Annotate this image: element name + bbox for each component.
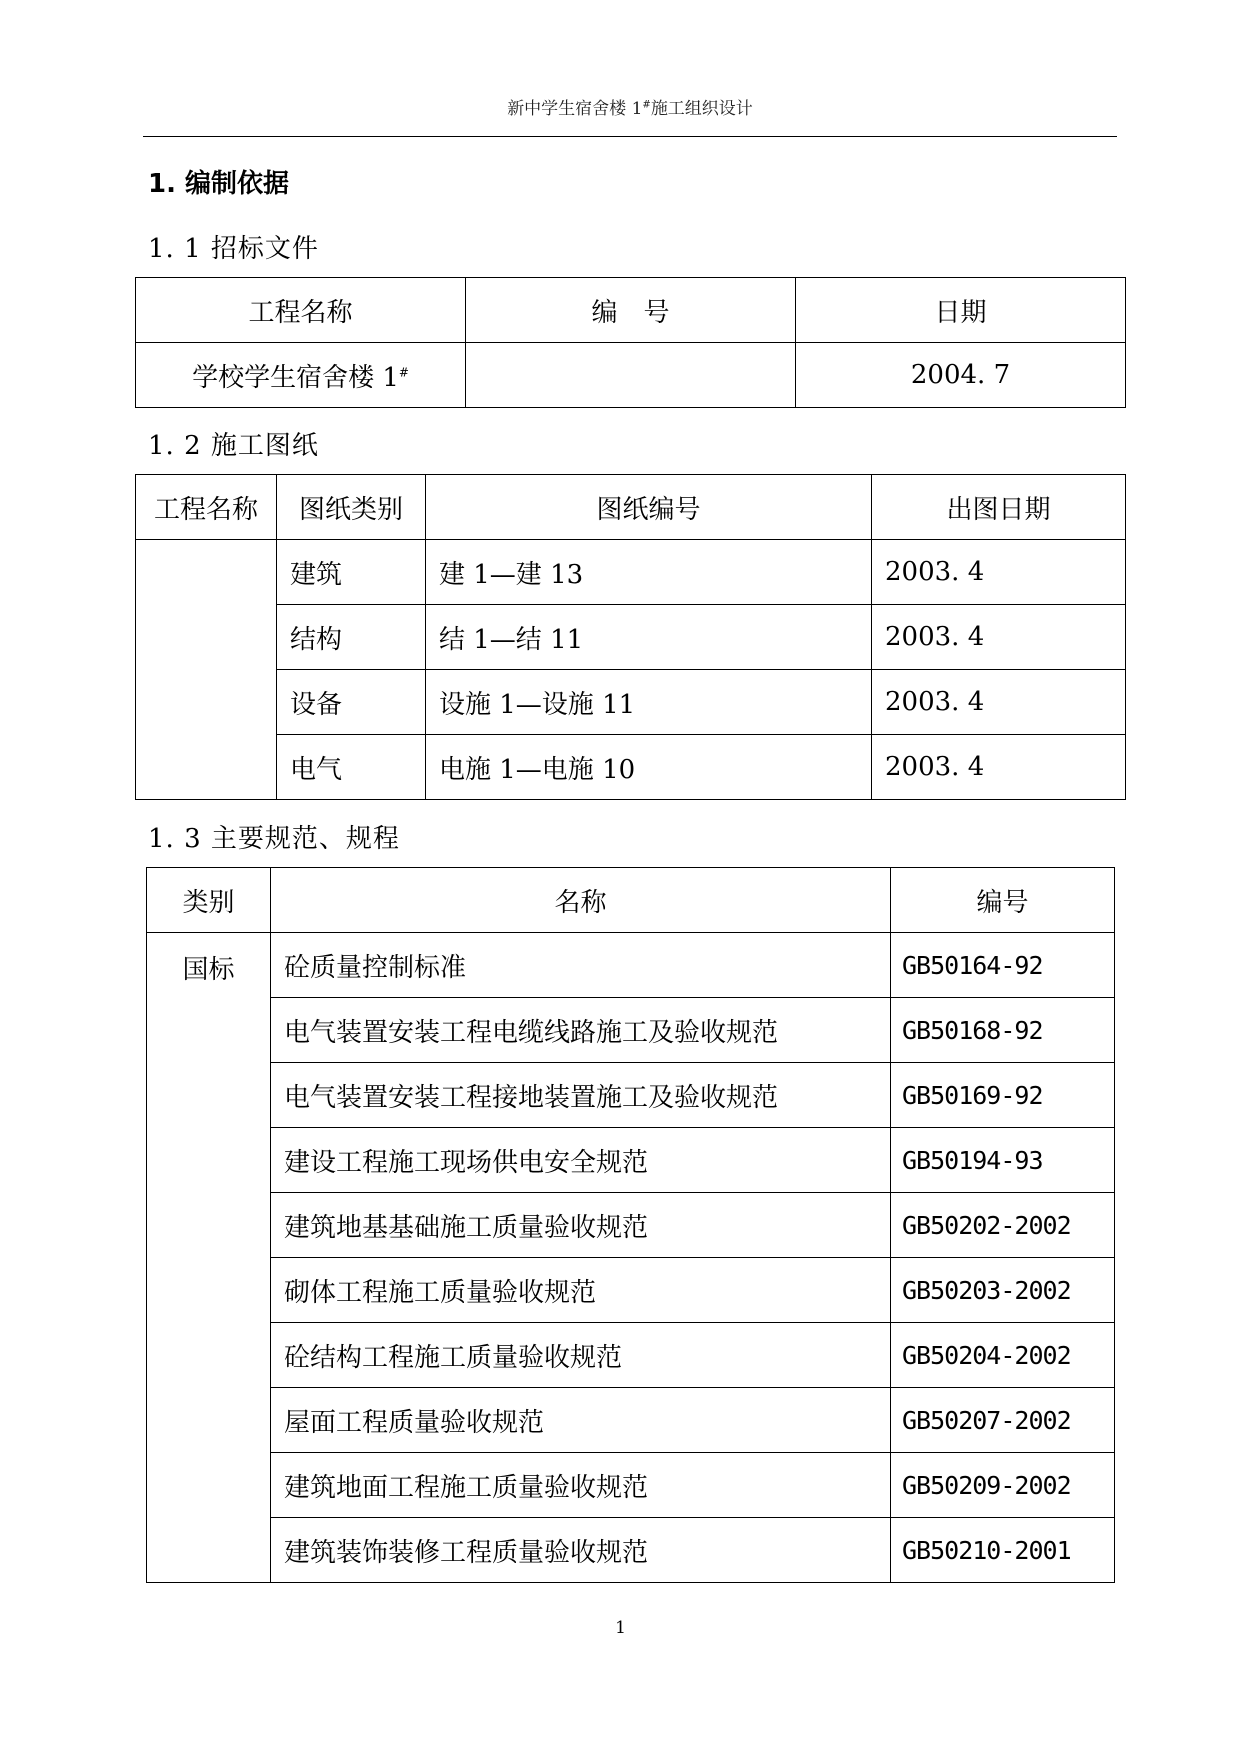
project-number-cell [466,343,796,408]
header-title-sup: # [642,99,651,111]
standard-name-cell: 砼质量控制标准 [271,933,891,998]
drawing-date-cell: 2003. 4 [872,735,1126,800]
section-1-1-title: 1. 1 招标文件 [148,234,319,264]
project-name-cell [136,343,466,408]
standard-code-cell: GB50203-2002 [891,1258,1115,1323]
table-row [147,1258,1115,1323]
drawing-number-cell: 设施 1—设施 11 [426,670,872,735]
drawing-number-cell: 建 1—建 13 [426,540,872,605]
drawing-date-cell: 2003. 4 [872,670,1126,735]
header-title-prefix: 新中学生宿舍楼 1 [507,99,643,119]
table-row [147,998,1115,1063]
table-row [136,605,1126,670]
table-row [147,1518,1115,1583]
table-header-row [136,278,1126,343]
standard-name-cell: 砌体工程施工质量验收规范 [271,1258,891,1323]
standard-code-cell: GB50204-2002 [891,1323,1115,1388]
standard-code-cell: GB50164-92 [891,933,1115,998]
category-cell: 国标 [147,933,271,1583]
table-row [136,670,1126,735]
standard-code-cell: GB50210-2001 [891,1518,1115,1583]
table-row [147,1323,1115,1388]
table-row [147,1193,1115,1258]
section-1-3-title: 1. 3 主要规范、规程 [148,824,400,854]
standard-name-cell: 建筑地基基础施工质量验收规范 [271,1193,891,1258]
header-cell-name: 名称 [271,868,891,933]
project-name-sup: # [398,364,409,379]
header-cell-date: 日期 [796,278,1126,343]
section-1-title: 1. 编制依据 [148,169,290,199]
drawing-category-cell: 建筑 [277,540,426,605]
table-row [147,1388,1115,1453]
standard-code-cell: GB50202-2002 [891,1193,1115,1258]
drawing-date-cell: 2003. 4 [872,605,1126,670]
table-row [147,1128,1115,1193]
header-cell-project-name: 工程名称 [136,278,466,343]
standard-name-cell: 砼结构工程施工质量验收规范 [271,1323,891,1388]
drawing-date-cell: 2003. 4 [872,540,1126,605]
header-cell-issue-date: 出图日期 [872,475,1126,540]
standard-name-cell: 电气装置安装工程电缆线路施工及验收规范 [271,998,891,1063]
standard-name-cell: 建设工程施工现场供电安全规范 [271,1128,891,1193]
drawings-table [135,474,1126,800]
project-name-text: 学校学生宿舍楼 1 [192,362,399,393]
table-row [136,735,1126,800]
header-cell-drawing-number: 图纸编号 [426,475,872,540]
drawing-category-cell: 电气 [277,735,426,800]
header-cell-drawing-category: 图纸类别 [277,475,426,540]
standards-table [146,867,1115,1583]
header-cell-project-name: 工程名称 [136,475,277,540]
standard-name-cell: 建筑装饰装修工程质量验收规范 [271,1518,891,1583]
table-row [147,933,1115,998]
drawing-category-cell: 设备 [277,670,426,735]
section-1-2-title: 1. 2 施工图纸 [148,431,319,461]
standard-code-cell: GB50168-92 [891,998,1115,1063]
standard-name-cell: 建筑地面工程施工质量验收规范 [271,1453,891,1518]
standard-code-cell: GB50194-93 [891,1128,1115,1193]
table-row [136,343,1126,408]
header-title-suffix: 施工组织设计 [650,99,753,119]
project-date-cell: 2004. 7 [796,343,1126,408]
table-row [147,1453,1115,1518]
standard-name-cell: 电气装置安装工程接地装置施工及验收规范 [271,1063,891,1128]
header-cell-number: 编 号 [466,278,796,343]
page-header [143,96,1117,137]
drawing-number-cell: 结 1—结 11 [426,605,872,670]
header-cell-category: 类别 [147,868,271,933]
page-number: 1 [615,1618,626,1638]
drawing-category-cell: 结构 [277,605,426,670]
table-header-row [136,475,1126,540]
standard-code-cell: GB50207-2002 [891,1388,1115,1453]
standard-name-cell: 屋面工程质量验收规范 [271,1388,891,1453]
header-cell-code: 编号 [891,868,1115,933]
table-row [136,540,1126,605]
standard-code-cell: GB50209-2002 [891,1453,1115,1518]
drawing-number-cell: 电施 1—电施 10 [426,735,872,800]
standard-code-cell: GB50169-92 [891,1063,1115,1128]
table-row [147,1063,1115,1128]
project-name-cell [136,540,277,800]
tender-documents-table [135,277,1126,408]
table-header-row [147,868,1115,933]
